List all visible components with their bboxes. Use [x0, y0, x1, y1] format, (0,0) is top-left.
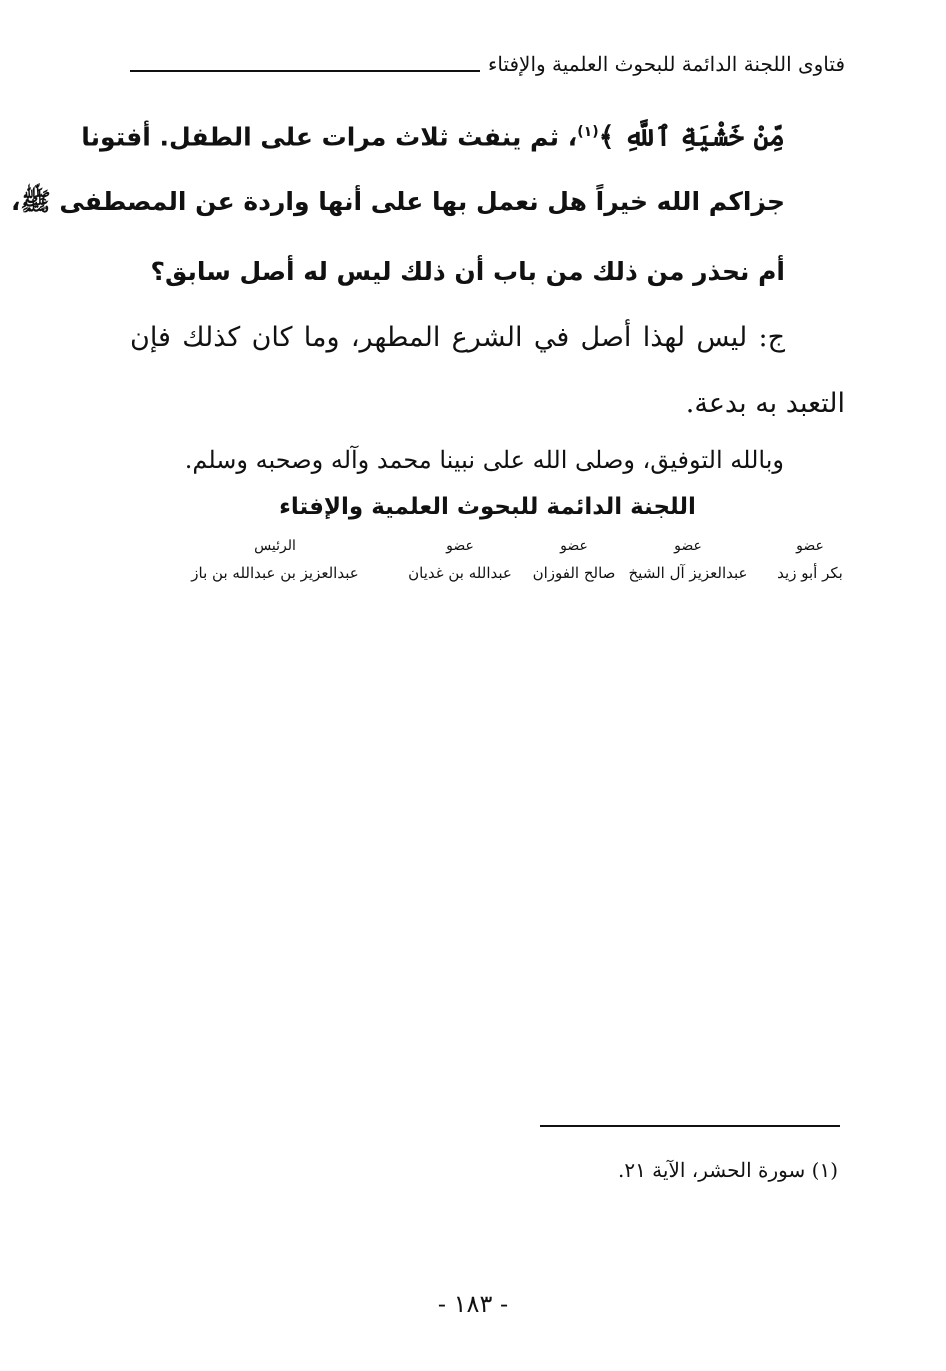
signatory: [180, 538, 370, 582]
signatory-name: بكر أبو زيد: [777, 564, 843, 582]
signatory-name: عبدالعزيز بن عبدالله بن باز: [191, 564, 359, 582]
signatory-role: عضو: [674, 538, 702, 554]
signatory-name: عبدالله بن غديان: [408, 564, 512, 582]
signatory-name: عبدالعزيز آل الشيخ: [628, 564, 748, 582]
signatories: [140, 538, 843, 608]
header-title: فتاوى اللجنة الدائمة للبحوث العلمية والإفتاء: [487, 52, 845, 76]
footnote-ref: (١): [577, 124, 599, 140]
signatory: [390, 538, 530, 582]
signatory-role: الرئيس: [254, 538, 296, 554]
closing-text: وبالله التوفيق، وصلى الله على نبينا محمد وآله وصحبه وسلم.: [184, 446, 784, 474]
question-line-1-rest: ، ثم ينفث ثلاث مرات على الطفل. أفتونا: [81, 122, 578, 152]
question-line-1: [81, 112, 785, 153]
footnote: (١) سورة الحشر، الآية ٢١.: [617, 1158, 838, 1182]
quran-quote: مِّنْ خَشْيَةِ ٱللَّهِ ﴾: [598, 121, 785, 153]
signatory-name: صالح الفوزان: [532, 564, 616, 582]
page-number: - ١٨٣ -: [437, 1290, 509, 1318]
committee-name: اللجنة الدائمة للبحوث العلمية والإفتاء: [279, 494, 696, 520]
fatwa-body: [11, 0, 845, 440]
footnote-rule: [540, 1125, 840, 1127]
signatory-role: عضو: [796, 538, 824, 554]
question-line-3: أم نحذر من ذلك من باب أن ذلك ليس له أصل سابق؟: [150, 257, 785, 286]
signatory: [740, 538, 880, 582]
signatory-role: عضو: [560, 538, 588, 554]
signatory-role: عضو: [446, 538, 474, 554]
answer-line-1: ج: ليس لهذا أصل في الشرع المطهر، وما كان كذلك فإن: [130, 322, 785, 353]
question-line-2: جزاكم الله خيراً هل نعمل بها على أنها واردة عن المصطفى ﷺ،: [11, 187, 785, 216]
answer-line-2: التعبد به بدعة.: [685, 388, 845, 419]
